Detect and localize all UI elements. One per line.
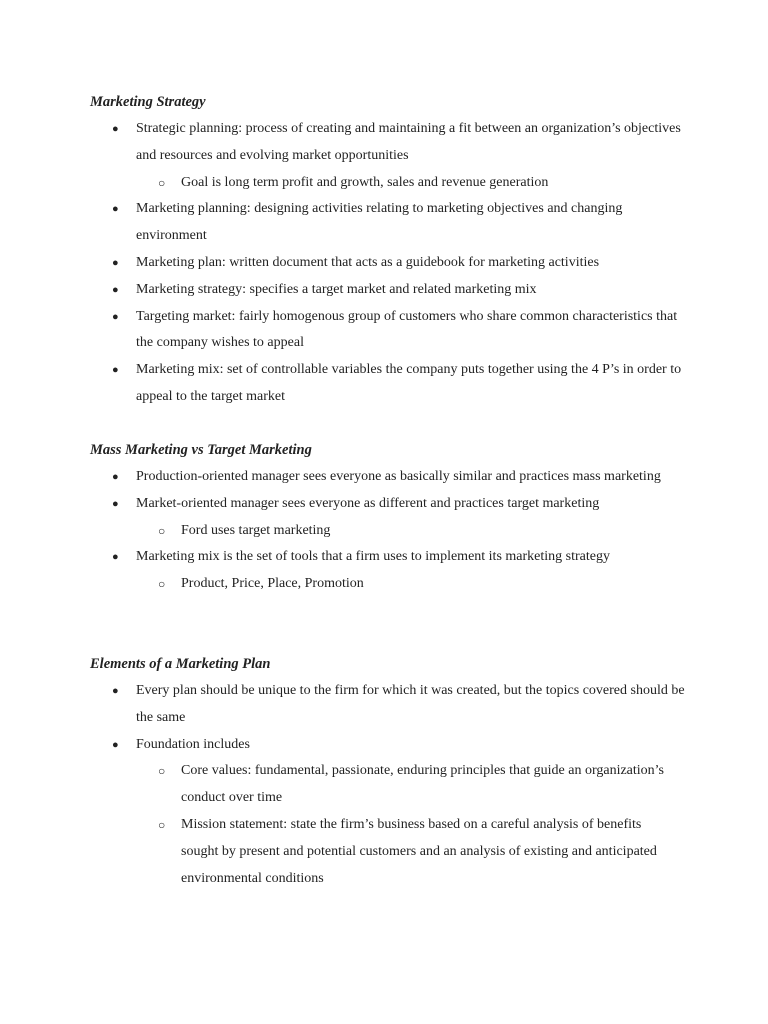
bullet-list xyxy=(90,116,690,411)
bullet-dot-icon: ● xyxy=(112,283,119,296)
bullet-dot-icon: ● xyxy=(112,364,119,377)
sub-list-item xyxy=(136,170,681,197)
bullet-dot-icon: ● xyxy=(112,471,119,483)
list-item-text: Foundation includes xyxy=(136,736,250,752)
sub-bullet-list xyxy=(136,571,696,598)
list-item xyxy=(90,732,696,893)
bullet-circle-icon: ○ xyxy=(158,523,166,538)
bullet-dot-icon: ● xyxy=(112,256,119,269)
sub-bullet-list xyxy=(136,758,696,892)
bullet-dot-icon: ● xyxy=(112,203,119,216)
bullet-circle-icon: ○ xyxy=(158,175,166,190)
section-heading: Marketing Strategy xyxy=(90,94,206,110)
bullet-dot-icon: ● xyxy=(112,310,119,323)
sub-list-item xyxy=(136,518,681,545)
sub-list-item-text: Core values: fundamental, passionate, enduring principles that guide an organization’s conduct over time xyxy=(181,763,664,806)
section-mass-vs-target-marketing xyxy=(90,440,690,598)
list-item xyxy=(90,196,696,250)
sub-list-item xyxy=(136,571,681,598)
list-item xyxy=(90,304,696,358)
list-item-text: Strategic planning: process of creating and maintaining a fit between an organization’s objectives and resources and evolving market opportunities xyxy=(136,121,681,163)
bullet-dot-icon: ● xyxy=(112,551,119,564)
sub-bullet-list xyxy=(136,518,696,545)
bullet-circle-icon: ○ xyxy=(158,577,166,592)
bullet-list xyxy=(90,464,690,598)
list-item-text: Production-oriented manager sees everyone as basically similar and practices mass marketing xyxy=(136,469,661,484)
section-heading: Mass Marketing vs Target Marketing xyxy=(90,442,312,458)
list-item xyxy=(90,491,696,545)
list-item-text: Targeting market: fairly homogenous group of customers who share common characteristics that the company wishes to appeal xyxy=(136,308,678,351)
bullet-circle-icon: ○ xyxy=(158,817,166,832)
list-item xyxy=(90,277,696,304)
bullet-list xyxy=(90,678,690,892)
section-elements-of-marketing-plan xyxy=(90,654,690,892)
list-item-text: Market-oriented manager sees everyone as different and practices target marketing xyxy=(136,495,600,511)
list-item-text: Marketing strategy: specifies a target market and related marketing mix xyxy=(136,281,537,297)
list-item xyxy=(90,250,696,277)
sub-list-item-text: Ford uses target marketing xyxy=(181,522,331,538)
bullet-dot-icon: ● xyxy=(112,685,119,697)
sub-list-item-text: Product, Price, Place, Promotion xyxy=(181,576,364,592)
list-item-text: Marketing plan: written document that acts as a guidebook for marketing activities xyxy=(136,254,600,270)
section-marketing-strategy xyxy=(90,92,690,411)
list-item-text: Marketing mix: set of controllable variables the company puts together using the 4 P’s in order to appeal to the target market xyxy=(136,362,682,404)
bullet-circle-icon: ○ xyxy=(158,764,166,779)
list-item xyxy=(90,464,696,491)
list-item xyxy=(90,116,696,196)
list-item-text: Marketing mix is the set of tools that a firm uses to implement its marketing strategy xyxy=(136,549,610,565)
list-item xyxy=(90,678,696,732)
bullet-dot-icon: ● xyxy=(112,497,119,510)
sub-list-item xyxy=(136,758,681,812)
sub-list-item-text: Mission statement: state the firm’s business based on a careful analysis of benefits sought by present and potential customers and an analysis of existing and anticipated environmental conditions xyxy=(181,816,657,886)
sub-bullet-list xyxy=(136,170,696,197)
list-item-text: Marketing planning: designing activities relating to marketing objectives and changing environment xyxy=(136,201,623,244)
sub-list-item-text: Goal is long term profit and growth, sales and revenue generation xyxy=(181,174,549,190)
sub-list-item xyxy=(136,812,681,892)
section-heading: Elements of a Marketing Plan xyxy=(90,656,271,672)
list-item xyxy=(90,544,696,598)
bullet-dot-icon: ● xyxy=(112,123,119,135)
bullet-dot-icon: ● xyxy=(112,738,119,751)
list-item-text: Every plan should be unique to the firm for which it was created, but the topics covered should be the same xyxy=(136,683,685,725)
list-item xyxy=(90,357,696,411)
